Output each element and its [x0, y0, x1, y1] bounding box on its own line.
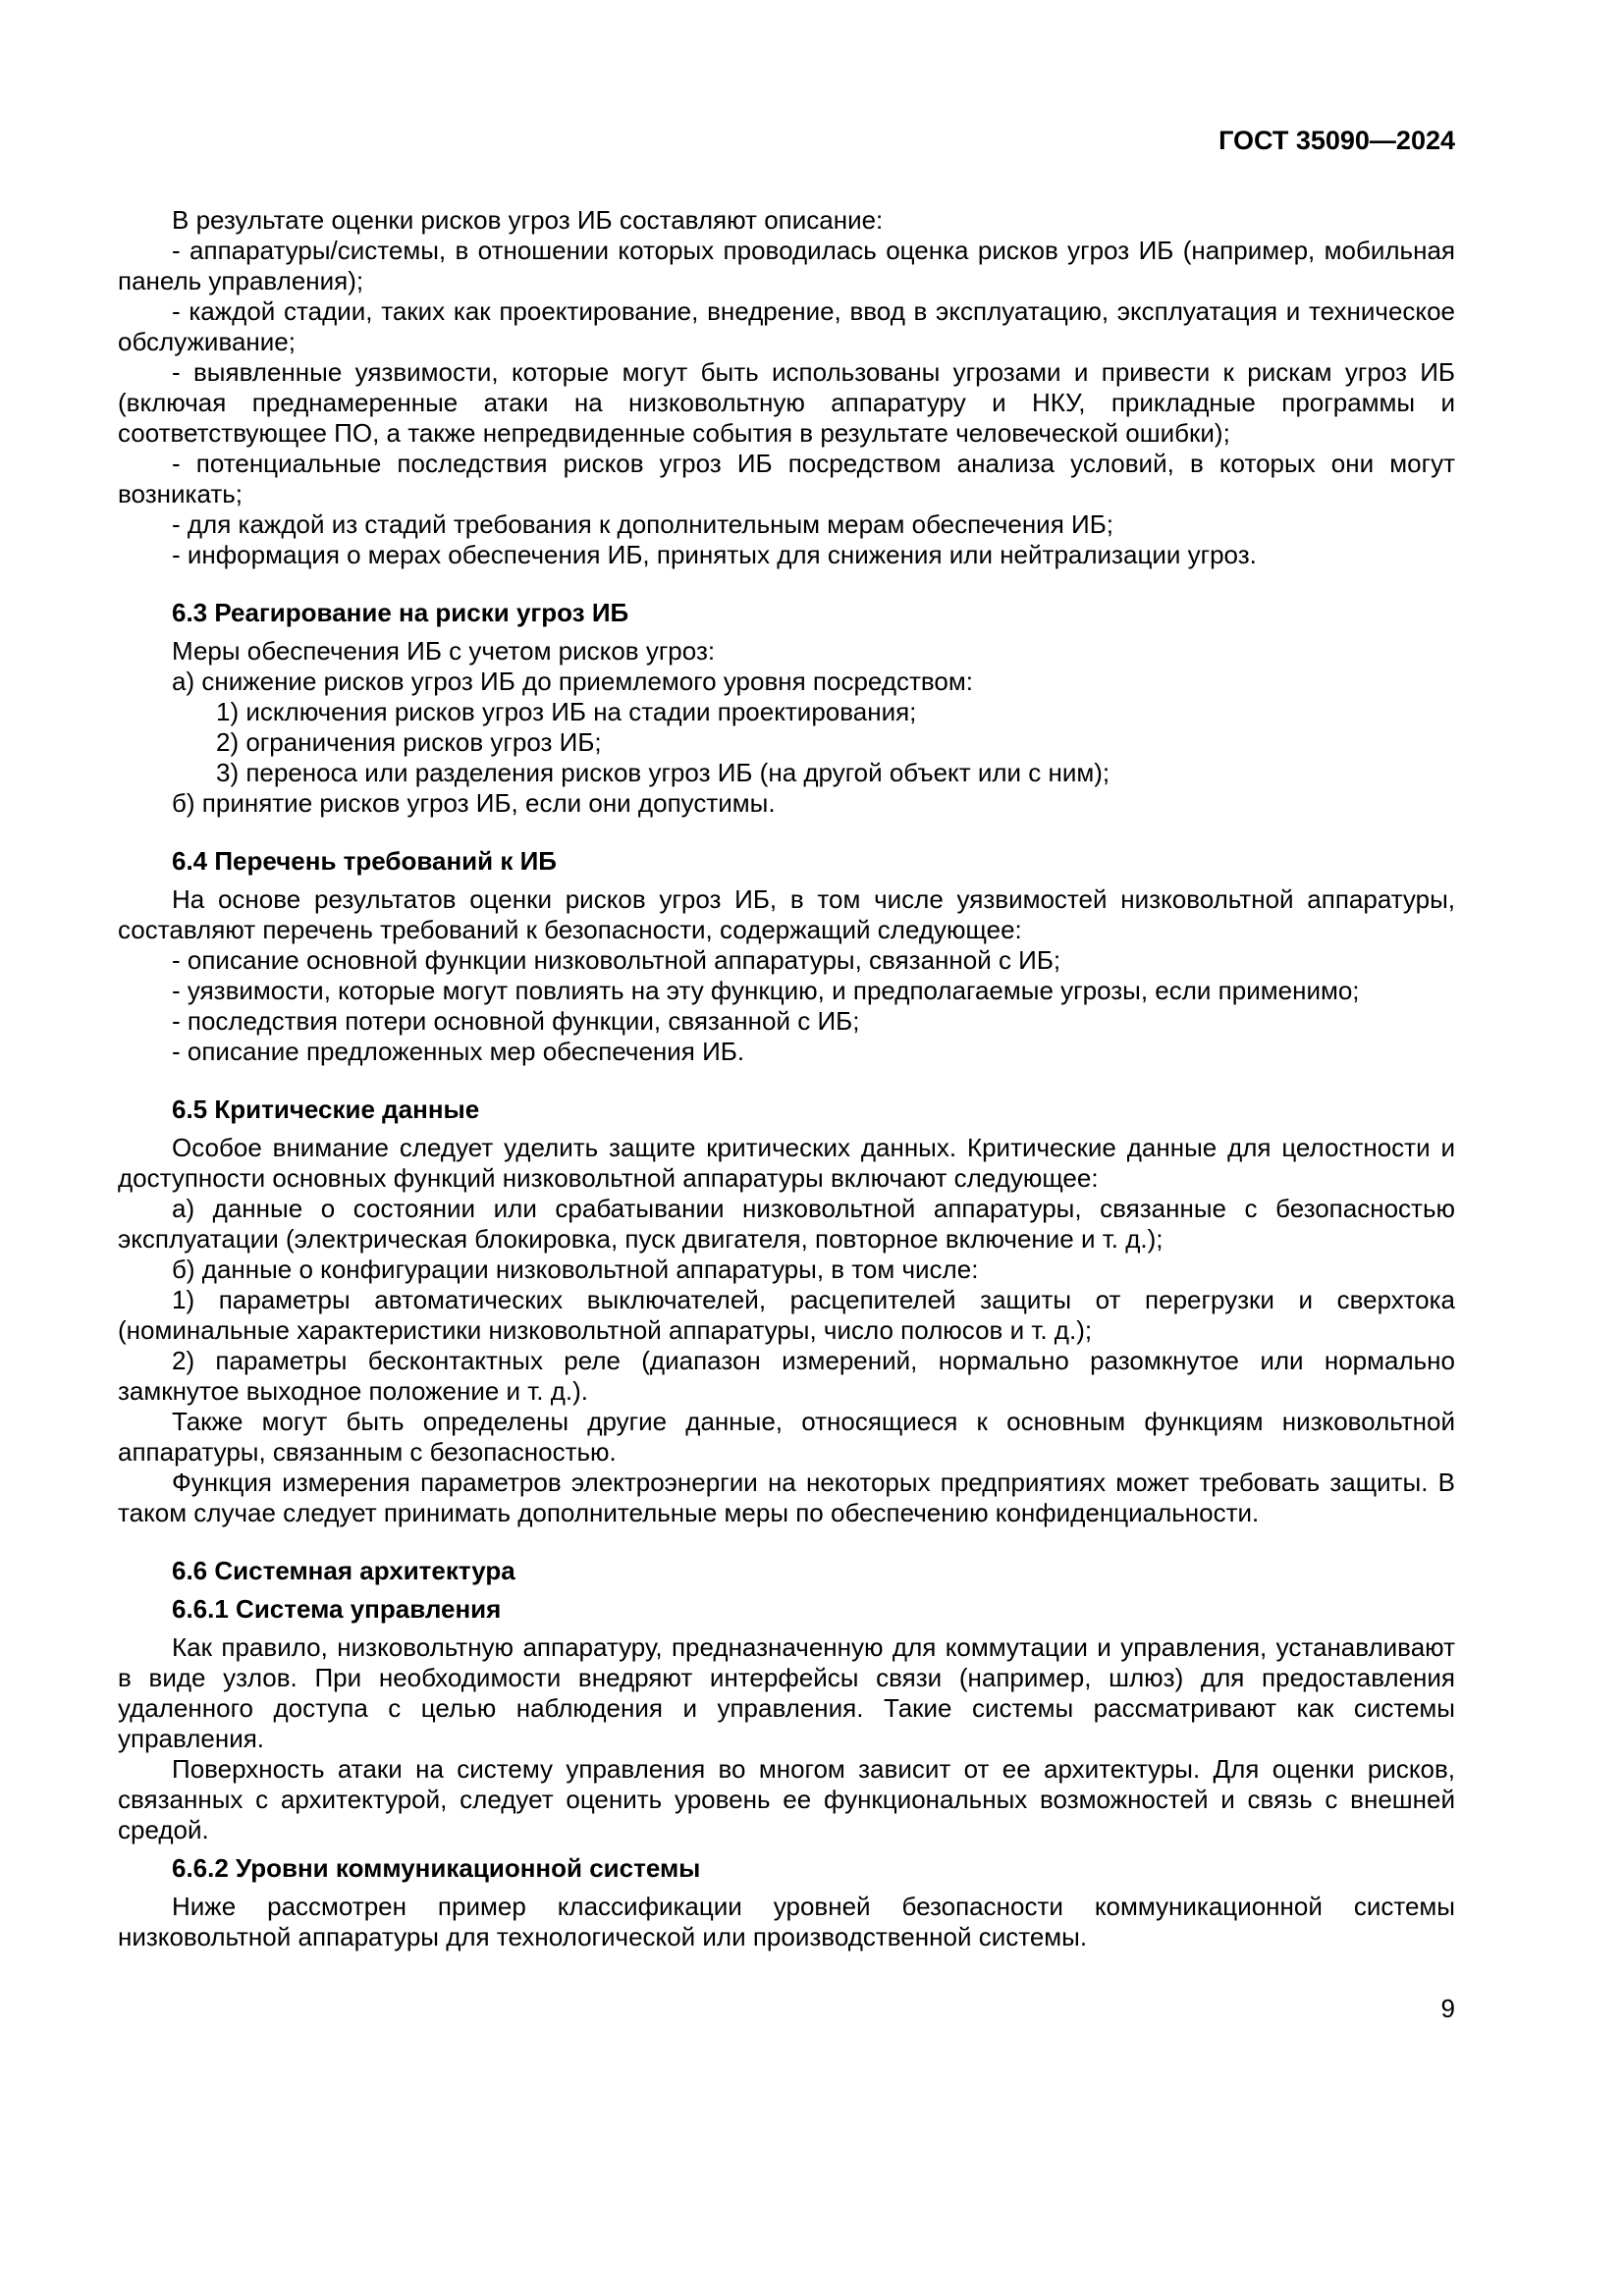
paragraph: Особое внимание следует уделить защите критических данных. Критические данные для целостности и доступности основных функций низковольтной аппаратуры включают следующее: — [118, 1133, 1455, 1193]
paragraph: Функция измерения параметров электроэнергии на некоторых предприятиях может требовать защиты. В таком случае следует принимать дополнительные меры по обеспечению конфиденциальности. — [118, 1468, 1455, 1527]
list-item: - описание основной функции низковольтной аппаратуры, связанной с ИБ; — [172, 945, 1061, 975]
paragraph: Поверхность атаки на систему управления во многом зависит от ее архитектуры. Для оценки рисков, связанных с архитектурой, следует оценить уровень ее функциональных возможностей и связь с внешней средой. — [118, 1754, 1455, 1844]
page-number: 9 — [1440, 1994, 1455, 2023]
paragraph: В результате оценки рисков угроз ИБ составляют описание: — [172, 205, 884, 235]
list-item: б) принятие рисков угроз ИБ, если они допустимы. — [172, 788, 776, 818]
sub-list-item: 1) исключения рисков угроз ИБ на стадии проектирования; — [216, 697, 917, 726]
section-heading: 6.6 Системная архитектура — [172, 1556, 515, 1585]
section-heading: 6.6.2 Уровни коммуникационной системы — [172, 1853, 701, 1883]
section-heading: 6.4 Перечень требований к ИБ — [172, 846, 557, 876]
list-item: 2) параметры бесконтактных реле (диапазон измерений, нормально разомкнутое или нормально замкнутое выходное положение и т. д.). — [118, 1346, 1455, 1406]
sub-list-item: 2) ограничения рисков угроз ИБ; — [216, 727, 602, 757]
section-heading: 6.6.1 Система управления — [172, 1594, 502, 1624]
paragraph: Также могут быть определены другие данные, относящиеся к основным функциям низковольтной аппаратуры, связанным с безопасностью. — [118, 1407, 1455, 1467]
list-item: - потенциальные последствия рисков угроз ИБ посредством анализа условий, в которых они могут возникать; — [118, 449, 1455, 508]
list-item: - каждой стадии, таких как проектирование, внедрение, ввод в эксплуатацию, эксплуатация и техническое обслуживание; — [118, 296, 1455, 356]
section-heading: 6.3 Реагирование на риски угроз ИБ — [172, 598, 629, 627]
list-item: - уязвимости, которые могут повлиять на эту функцию, и предполагаемые угрозы, если применимо; — [172, 976, 1360, 1005]
list-item: 1) параметры автоматических выключателей, расцепителей защиты от перегрузки и сверхтока (номинальные характеристики низковольтной аппаратуры, число полюсов и т. д.); — [118, 1285, 1455, 1345]
list-item: а) снижение рисков угроз ИБ до приемлемого уровня посредством: — [172, 667, 973, 696]
paragraph: Как правило, низковольтную аппаратуру, предназначенную для коммутации и управления, устанавливают в виде узлов. При необходимости внедряют интерфейсы связи (например, шлюз) для предоставления удаленного доступа с целью наблюдения и управления. Такие системы рассматривают как системы управления. — [118, 1632, 1455, 1753]
list-item: - выявленные уязвимости, которые могут быть использованы угрозами и привести к рискам угроз ИБ (включая преднамеренные атаки на низковольтную аппаратуру и НКУ, прикладные программы и соответствующее ПО, а также непредвиденные события в результате человеческой ошибки); — [118, 357, 1455, 448]
list-item: а) данные о состоянии или срабатывании низковольтной аппаратуры, связанные с безопасностью эксплуатации (электрическая блокировка, пуск двигателя, повторное включение и т. д.); — [118, 1194, 1455, 1254]
paragraph: Ниже рассмотрен пример классификации уровней безопасности коммуникационной системы низковольтной аппаратуры для технологической или производственной системы. — [118, 1892, 1455, 1951]
list-item: - описание предложенных мер обеспечения ИБ. — [172, 1037, 745, 1066]
document-content — [118, 205, 1455, 1952]
list-item: - для каждой из стадий требования к дополнительным мерам обеспечения ИБ; — [172, 509, 1113, 539]
list-item: б) данные о конфигурации низковольтной аппаратуры, в том числе: — [172, 1255, 979, 1284]
doc-header: ГОСТ 35090—2024 — [1218, 126, 1455, 155]
list-item: - аппаратуры/системы, в отношении которых проводилась оценка рисков угроз ИБ (например, мобильная панель управления); — [118, 236, 1455, 295]
sub-list-item: 3) переноса или разделения рисков угроз ИБ (на другой объект или с ним); — [216, 758, 1110, 787]
list-item: - последствия потери основной функции, связанной с ИБ; — [172, 1006, 860, 1036]
list-item: - информация о мерах обеспечения ИБ, принятых для снижения или нейтрализации угроз. — [172, 540, 1257, 569]
paragraph: Меры обеспечения ИБ с учетом рисков угроз: — [172, 636, 716, 666]
section-heading: 6.5 Критические данные — [172, 1095, 480, 1124]
paragraph: На основе результатов оценки рисков угроз ИБ, в том числе уязвимостей низковольтной аппаратуры, составляют перечень требований к безопасности, содержащий следующее: — [118, 884, 1455, 944]
